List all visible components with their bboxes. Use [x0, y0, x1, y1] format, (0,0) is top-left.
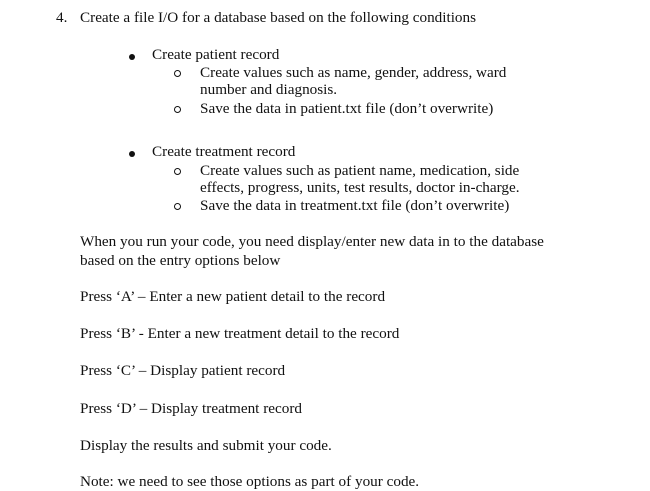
sub-bullet-icon — [174, 168, 181, 175]
section-heading-treatment: Create treatment record — [152, 143, 296, 160]
patient-save-line: Save the data in patient.txt file (don’t overwrite) — [200, 100, 494, 117]
option-b: Press ‘B’ - Enter a new treatment detail to the record — [80, 325, 400, 342]
note-text: Note: we need to see those options as part of your code. — [80, 473, 420, 490]
patient-values-line1: Create values such as name, gender, address, ward — [200, 64, 507, 81]
bullet-icon — [129, 151, 135, 157]
option-d: Press ‘D’ – Display treatment record — [80, 400, 302, 417]
bullet-icon — [129, 54, 135, 60]
patient-values-line2: number and diagnosis. — [200, 81, 338, 98]
question-title: Create a file I/O for a database based on the following conditions — [80, 9, 477, 26]
question-number: 4. — [56, 9, 68, 26]
sub-bullet-icon — [174, 70, 181, 77]
treatment-values-line1: Create values such as patient name, medication, side — [200, 162, 520, 179]
closing-text: Display the results and submit your code. — [80, 437, 332, 454]
section-heading-patient: Create patient record — [152, 46, 280, 63]
treatment-values-line2: effects, progress, units, test results, doctor in-charge. — [200, 179, 520, 196]
instructions-line1: When you run your code, you need display/enter new data in to the database — [80, 233, 544, 250]
sub-bullet-icon — [174, 106, 181, 113]
instructions-line2: based on the entry options below — [80, 252, 281, 269]
option-a: Press ‘A’ – Enter a new patient detail to the record — [80, 288, 386, 305]
sub-bullet-icon — [174, 203, 181, 210]
treatment-save-line: Save the data in treatment.txt file (don’t overwrite) — [200, 197, 510, 214]
option-c: Press ‘C’ – Display patient record — [80, 362, 286, 379]
